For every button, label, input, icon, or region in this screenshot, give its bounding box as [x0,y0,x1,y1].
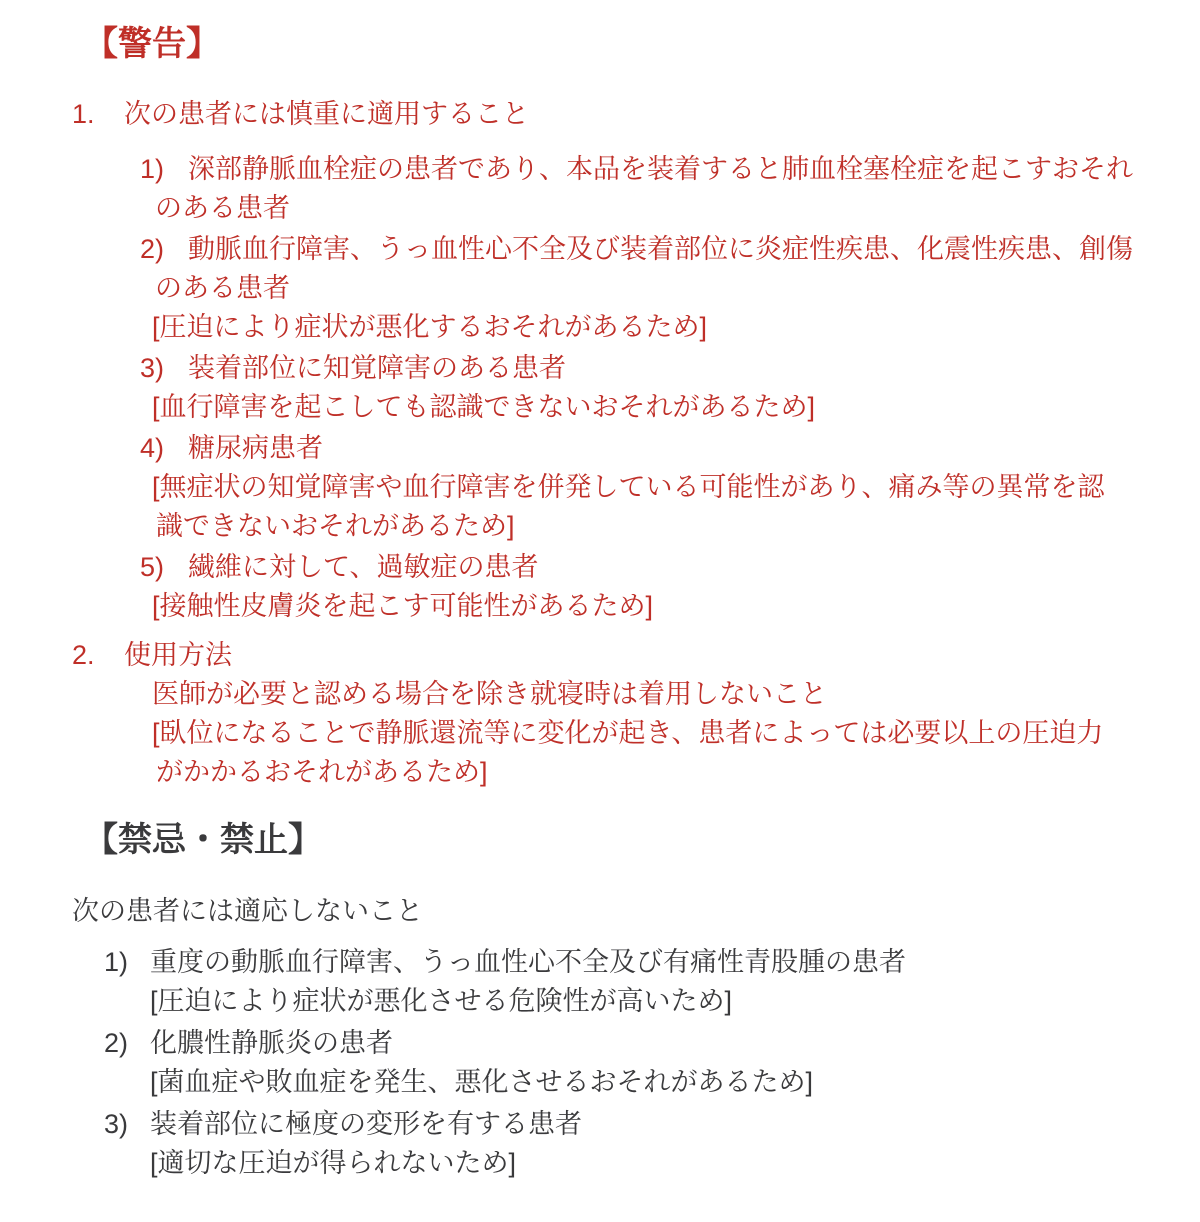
subitem-reason-line: [接触性皮膚炎を起こす可能性があるため] [152,591,654,621]
subitem-text-line: 装着部位に極度の変形を有する患者 [150,1109,582,1139]
subitem-text-line: 重度の動脈血行障害、うっ血性心不全及び有痛性青股腫の患者 [150,947,906,977]
subitem-number: 3) [140,353,165,383]
subitem-number: 5) [140,552,165,582]
subitem-reason-line: [圧迫により症状が悪化させる危険性が高いため] [150,986,733,1016]
warning-item-2-body [0,675,1200,792]
subitem-text-line: のある患者 [155,193,290,223]
item-note-line: 医師が必要と認める場合を除き就寝時は着用しないこと [152,679,827,709]
contraindication-subitem-1 [0,943,1200,1021]
warning-subitem-4 [0,429,1200,546]
subitem-text-line: 繊維に対して、過敏症の患者 [188,552,539,582]
warning-item-2 [0,636,1200,675]
subitem-reason-line: 識できないおそれがあるため] [156,511,515,541]
contraindication-section [0,818,1200,1183]
subitem-number: 3) [104,1109,129,1139]
contraindication-subitem-2 [0,1024,1200,1102]
contraindication-lead: 次の患者には適応しないこと [72,896,423,926]
item-number: 2. [72,640,95,670]
subitem-reason-line: [菌血症や敗血症を発生、悪化させるおそれがあるため] [150,1067,814,1097]
subitem-text-line: 深部静脈血栓症の患者であり、本品を装着すると肺血栓塞栓症を起こすおそれ [188,154,1133,184]
item-title: 次の患者には慎重に適用すること [124,99,529,129]
contraindication-subitem-3 [0,1105,1200,1183]
subitem-number: 2) [140,234,165,264]
contraindication-sublist [0,943,1200,1183]
warning-subitem-1 [0,150,1200,228]
subitem-reason-line: [無症状の知覚障害や血行障害を併発している可能性があり、痛み等の異常を認 [152,472,1105,502]
contraindication-heading: 【禁忌・禁止】 [84,821,322,859]
item-reason-line: [臥位になることで静脈還流等に変化が起き、患者によっては必要以上の圧迫力 [152,718,1104,748]
subitem-text-line: 糖尿病患者 [188,433,323,463]
subitem-reason-line: [適切な圧迫が得られないため] [150,1148,517,1178]
subitem-number: 2) [104,1028,129,1058]
subitem-text-line: 化膿性静脈炎の患者 [150,1028,393,1058]
item-number: 1. [72,99,95,129]
warning-section [0,22,1200,792]
subitem-text-line: のある患者 [155,273,290,303]
subitem-reason-line: [圧迫により症状が悪化するおそれがあるため] [152,312,708,342]
item-reason-line: がかかるおそれがあるため] [156,757,488,787]
subitem-text-line: 装着部位に知覚障害のある患者 [188,353,566,383]
subitem-number: 1) [104,947,129,977]
subitem-number: 4) [140,433,165,463]
item-title: 使用方法 [124,640,232,670]
warning-subitem-5 [0,548,1200,626]
subitem-number: 1) [140,154,165,184]
document-page [0,22,1200,1222]
warning-item-1 [0,95,1200,134]
warning-heading: 【警告】 [84,25,220,63]
warning-subitem-2 [0,230,1200,347]
subitem-text-line: 動脈血行障害、うっ血性心不全及び装着部位に炎症性疾患、化震性疾患、創傷 [188,234,1133,264]
subitem-reason-line: [血行障害を起こしても認識できないおそれがあるため] [152,392,816,422]
warning-sublist [0,150,1200,626]
warning-subitem-3 [0,349,1200,427]
